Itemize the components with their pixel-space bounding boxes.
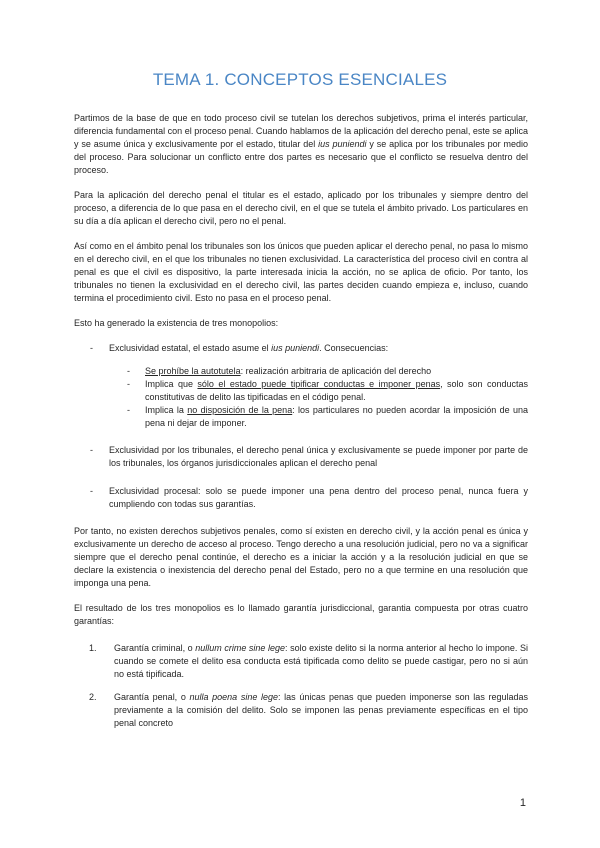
guarantee-2-latin: nulla poena sine lege xyxy=(189,692,279,703)
consequence-item xyxy=(109,378,528,404)
guarantee-2-number: 2. xyxy=(89,692,97,703)
paragraph-1 xyxy=(74,112,528,177)
consequence-3-underlined: no disposición de la pena xyxy=(187,405,293,416)
consequence-3-text-b: : los particulares no pueden acordar la imposición de una pena ni dejar de imponer. xyxy=(145,405,529,429)
page-title: TEMA 1. CONCEPTOS ESENCIALES xyxy=(152,70,448,89)
paragraph-6: El resultado de los tres monopolios es lo llamado garantía jurisdiccional, garantia compuesta por otras cuatro garantías: xyxy=(74,602,528,626)
guarantee-1-text-b: : solo existe delito si la norma anterior al hecho lo impone. Si cuando se comete el delito esa conducta está tipificada como delito se puede castigar, pero no si aún no está tipificada. xyxy=(114,642,528,680)
monopoly-1-ius-term: ius puniendi xyxy=(271,342,320,353)
consequences-list xyxy=(109,365,528,430)
consequence-3-text-a: Implica la xyxy=(145,405,188,416)
paragraph-1-text-a: Partimos de la base de que en todo proceso civil se tutelan los derechos subjetivos, prima el interés particular, diferencia fundamental con el proceso penal. Cuando hablamos de la aplicación del derecho penal, este se aplica y se asume única y exclusivamente por el estado, titular del xyxy=(74,113,528,150)
ius-puniendi-term: ius puniendi xyxy=(318,139,367,150)
guarantee-2-text xyxy=(94,691,528,730)
guarantees-list xyxy=(74,642,528,731)
monopoly-item-state xyxy=(74,342,528,431)
guarantee-2-text-a: Garantía penal, o xyxy=(114,692,190,703)
guarantee-1-text-a: Garantía criminal, o xyxy=(114,642,196,653)
paragraph-1-text-b: y se aplica por los tribunales por medio del proceso. Para solucionar un conflicto entre dos partes es necesario que el conflicto se resuelva dentro del proceso. xyxy=(74,139,528,176)
guarantee-1-number: 1. xyxy=(89,642,97,653)
consequence-2-text-a: Implica que xyxy=(145,379,198,389)
consequence-item xyxy=(109,404,528,430)
consequence-2-text-b: , solo son conductas constitutivas de delito las tipificadas en el código penal. xyxy=(145,379,528,403)
consequence-1-underlined: Se prohíbe la autotutela xyxy=(145,365,241,376)
paragraph-5: Por tanto, no existen derechos subjetivos penales, como sí existen en derecho civil, y la acción penal es única y exclusivamente un derecho de acceso al proceso. Tengo derecho a una resolución judicial, pero no va a significar siempre que el derecho penal continúe, el derecho es a iniciar la acción y a la resolución judicial en que se declare la existencia o inexistencia del derecho penal del Estado, pero no a que termine en una resolución que imponga una pena. xyxy=(74,525,528,589)
page-number: 1 xyxy=(519,797,526,809)
guarantee-1-text xyxy=(94,642,528,681)
guarantee-2-text-b: : las únicas penas que pueden imponerse son las reguladas previamente a la comisión del delito. Solo se imponen las penas previamente específicas en el tipo penal concreto xyxy=(114,692,528,729)
consequence-1-text: : realización arbitraria de aplicación del derecho xyxy=(240,365,432,376)
monopoly-item-procedural: - Exclusividad procesal: solo se puede imponer una pena dentro del proceso penal, nunca fuera y cumpliendo con todas sus garantías. xyxy=(74,485,528,511)
guarantee-item-penal xyxy=(74,691,528,730)
paragraph-3: Así como en el ámbito penal los tribunales son los únicos que pueden aplicar el derecho penal, no pasa lo mismo en el derecho civil, en el que los tribunales no tienen exclusividad. La característica del proceso civil en contra al penal es que el civil es dispositivo, la parte interesada inicia la acción, no se aplica de oficio. Por tanto, los tribunales no tienen la exclusividad en el derecho civil, las partes deciden cuando empieza e, incluso, cuando termina el procedimiento civil. Esto no pasa en el proceso penal. xyxy=(74,240,528,304)
guarantee-1-latin: nullum crime sine lege xyxy=(195,642,286,653)
monopolies-list xyxy=(74,342,528,511)
paragraph-4: Esto ha generado la existencia de tres monopolios: xyxy=(74,317,279,328)
guarantee-item-criminal xyxy=(74,642,528,681)
consequence-item xyxy=(109,365,528,378)
consequence-2-underlined: sólo el estado puede tipificar conductas e imponer penas xyxy=(197,379,441,389)
document-body xyxy=(74,112,528,740)
monopoly-1-text-a: Exclusividad estatal, el estado asume el xyxy=(109,342,272,353)
paragraph-2: Para la aplicación del derecho penal el titular es el estado, aplicado por los tribunales y siempre dentro del proceso, a diferencia de lo que pasa en el derecho civil, en el que se tutela el ámbito privado. Los particulares en su día a día aplican el derecho civil, pero no el penal. xyxy=(74,189,528,227)
monopoly-1-text-b: . Consecuencias: xyxy=(319,342,389,353)
monopoly-item-courts: - Exclusividad por los tribunales, el derecho penal única y exclusivamente se puede imponer por parte de los tribunales, los órganos jurisdiccionales aplican el derecho penal xyxy=(74,444,528,470)
